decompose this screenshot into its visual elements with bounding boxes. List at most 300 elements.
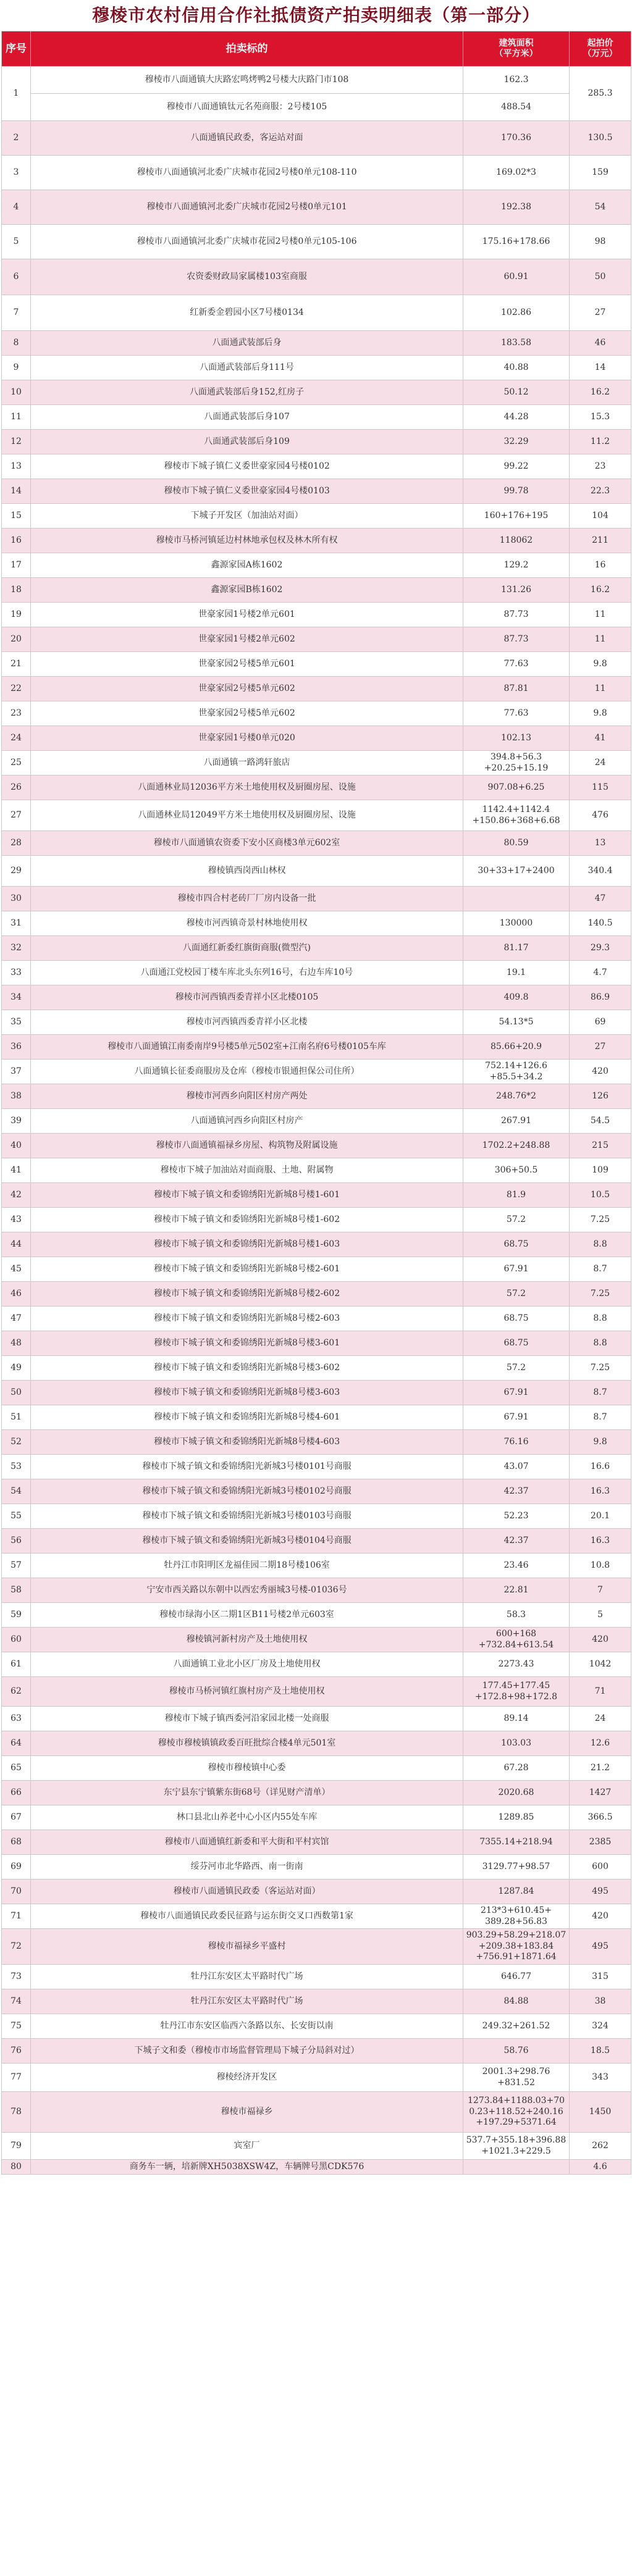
page-title: 穆棱市农村信用合作社抵债资产拍卖明细表（第一部分） [91, 5, 540, 25]
row-area: 3129.77+98.57 [463, 1855, 570, 1880]
row-no: 70 [2, 1880, 31, 1904]
row-area: 81.9 [463, 1183, 570, 1208]
row-subject: 世豪家园2号楼5单元602 [31, 701, 463, 726]
row-price: 18.5 [570, 2039, 631, 2064]
row-subject: 穆棱市下城子镇仁义委世豪家园4号楼0103 [31, 479, 463, 504]
row-subject: 宁安市西关路以东朝中以西宏秀丽城3号楼-01036号 [31, 1578, 463, 1603]
table-row [2, 985, 631, 1010]
row-no: 35 [2, 1010, 31, 1035]
row-area [463, 887, 570, 911]
row-no: 53 [2, 1455, 31, 1479]
row-area: 118062 [463, 529, 570, 553]
row-price: 9.8 [570, 1430, 631, 1455]
row-no: 41 [2, 1158, 31, 1183]
row-price: 8.7 [570, 1381, 631, 1405]
row-no: 63 [2, 1707, 31, 1731]
row-area [463, 2160, 570, 2175]
row-price: 11 [570, 677, 631, 701]
row-no: 4 [2, 190, 31, 225]
row-subject: 绥芬河市北华路西、南一街南 [31, 1855, 463, 1880]
table-row [2, 726, 631, 751]
row-area: 129.2 [463, 553, 570, 578]
row-area: 1287.84 [463, 1880, 570, 1904]
row-no: 76 [2, 2039, 31, 2064]
row-subject: 穆棱市下城子镇文和委锦绣阳光新城8号楼3-601 [31, 1331, 463, 1356]
row-no: 51 [2, 1405, 31, 1430]
table-row [2, 190, 631, 225]
row-area: 68.75 [463, 1331, 570, 1356]
row-no: 28 [2, 831, 31, 856]
table-row [2, 529, 631, 553]
row-no: 24 [2, 726, 31, 751]
row-area: 2273.43 [463, 1652, 570, 1677]
row-no: 39 [2, 1109, 31, 1134]
table-row [2, 1880, 631, 1904]
row-price: 38 [570, 1989, 631, 2014]
row-no: 8 [2, 331, 31, 356]
header-area [463, 31, 570, 67]
row-no: 42 [2, 1183, 31, 1208]
row-price: 16.2 [570, 380, 631, 405]
row-subject: 穆棱市下城子镇文和委锦绣阳光新城8号楼4-603 [31, 1430, 463, 1455]
row-subject: 八面通武装部后身152,红房子 [31, 380, 463, 405]
row-no: 50 [2, 1381, 31, 1405]
row-area: 192.38 [463, 190, 570, 225]
table-row [2, 1257, 631, 1282]
row-subject: 八面通江党校园丁楼车库北头东列16号，右边车库10号 [31, 961, 463, 985]
table-row [2, 856, 631, 887]
row-subject: 穆棱市下城子镇文和委锦绣阳光新城8号楼2-601 [31, 1257, 463, 1282]
table-row [2, 94, 631, 121]
header-row [2, 31, 631, 67]
row-price: 14 [570, 356, 631, 380]
row-no: 40 [2, 1134, 31, 1158]
row-subject: 穆棱市八面通镇福禄乡房屋、构筑物及附属设施 [31, 1134, 463, 1158]
table-row [2, 1455, 631, 1479]
table-row [2, 504, 631, 529]
table-row [2, 1677, 631, 1707]
row-no: 61 [2, 1652, 31, 1677]
row-price: 7.25 [570, 1208, 631, 1232]
row-no: 49 [2, 1356, 31, 1381]
table-row [2, 1307, 631, 1331]
row-subject: 下城子开发区（加油站对面） [31, 504, 463, 529]
table-row [2, 1707, 631, 1731]
row-subject: 穆棱市河西镇西委青祥小区北楼 [31, 1010, 463, 1035]
row-subject: 穆棱市下城子镇文和委锦绣阳光新城8号楼1-602 [31, 1208, 463, 1232]
row-price: 10.5 [570, 1183, 631, 1208]
row-subject: 商务车一辆，培新牌XH5038XSW4Z，车辆牌号黑CDK576 [31, 2160, 463, 2175]
row-no: 52 [2, 1430, 31, 1455]
row-no: 15 [2, 504, 31, 529]
row-no: 33 [2, 961, 31, 985]
row-subject: 红新委金碧园小区7号楼0134 [31, 295, 463, 331]
row-no: 60 [2, 1628, 31, 1652]
row-area: 2001.3+298.76 +831.52 [463, 2064, 570, 2092]
row-no: 67 [2, 1805, 31, 1830]
row-price: 7 [570, 1578, 631, 1603]
header-area-line2: （平方米） [494, 49, 538, 59]
row-no: 27 [2, 800, 31, 831]
row-area: 306+50.5 [463, 1158, 570, 1183]
row-no: 55 [2, 1504, 31, 1529]
table-row [2, 1578, 631, 1603]
table-row [2, 1060, 631, 1084]
row-price: 98 [570, 225, 631, 259]
row-price: 104 [570, 504, 631, 529]
row-no: 26 [2, 776, 31, 800]
row-area: 170.36 [463, 121, 570, 156]
table-row [2, 1504, 631, 1529]
row-subject: 穆棱市马桥河镇红旗村房产及土地使用权 [31, 1677, 463, 1707]
table-row [2, 911, 631, 936]
row-subject: 穆棱市下城子镇文和委锦绣阳光新城8号楼2-603 [31, 1307, 463, 1331]
row-subject: 穆棱市八面通镇江南委南岸9号楼5单元502室+江南名府6号楼0105车库 [31, 1035, 463, 1060]
row-no: 5 [2, 225, 31, 259]
row-price: 340.4 [570, 856, 631, 887]
row-subject: 穆棱市下城子镇文和委锦绣阳光新城3号楼0101号商服 [31, 1455, 463, 1479]
row-price: 8.7 [570, 1257, 631, 1282]
row-price: 4.6 [570, 2160, 631, 2175]
row-price: 5 [570, 1603, 631, 1628]
row-subject: 穆棱市八面通镇钛元名苑商服：2号楼105 [31, 94, 463, 121]
row-area: 19.1 [463, 961, 570, 985]
row-price: 600 [570, 1855, 631, 1880]
table-row [2, 2014, 631, 2039]
row-subject: 世豪家园2号楼5单元602 [31, 677, 463, 701]
row-subject: 农资委财政局家属楼103室商服 [31, 259, 463, 295]
row-no: 6 [2, 259, 31, 295]
row-area: 177.45+177.45 +172.8+98+172.8 [463, 1677, 570, 1707]
table-body [2, 67, 631, 2175]
row-subject: 穆棱市穆棱镇中心委 [31, 1756, 463, 1781]
row-price: 11.2 [570, 430, 631, 454]
table-row [2, 331, 631, 356]
row-subject: 牡丹江东安区太平路时代广场 [31, 1989, 463, 2014]
row-subject: 八面通镇河西乡向阳区村房产 [31, 1109, 463, 1134]
row-area: 1273.84+1188.03+70 0.23+118.52+240.16 +197.29+5371.64 [463, 2092, 570, 2133]
row-price: 24 [570, 751, 631, 776]
table-row [2, 1479, 631, 1504]
row-area: 67.91 [463, 1405, 570, 1430]
row-price: 420 [570, 1628, 631, 1652]
row-subject: 穆棱市福禄乡平盛村 [31, 1929, 463, 1965]
table-row [2, 1965, 631, 1989]
row-no: 80 [2, 2160, 31, 2175]
row-price: 24 [570, 1707, 631, 1731]
row-price: 16 [570, 553, 631, 578]
row-no: 9 [2, 356, 31, 380]
table-row [2, 553, 631, 578]
row-area: 81.17 [463, 936, 570, 961]
row-subject: 穆棱市河西镇奇景村林地使用权 [31, 911, 463, 936]
row-no: 65 [2, 1756, 31, 1781]
table-row [2, 1989, 631, 2014]
row-no: 13 [2, 454, 31, 479]
row-no: 11 [2, 405, 31, 430]
row-price: 366.5 [570, 1805, 631, 1830]
row-price: 86.9 [570, 985, 631, 1010]
table-row [2, 800, 631, 831]
row-price: 23 [570, 454, 631, 479]
row-subject: 世豪家园2号楼5单元601 [31, 652, 463, 677]
row-area: 89.14 [463, 1707, 570, 1731]
row-price: 140.5 [570, 911, 631, 936]
row-area: 752.14+126.6 +85.5+34.2 [463, 1060, 570, 1084]
table-row [2, 479, 631, 504]
table-row [2, 356, 631, 380]
row-area: 40.88 [463, 356, 570, 380]
row-subject: 八面通林业局12036平方米土地使用权及厨圈房屋、设施 [31, 776, 463, 800]
row-price: 54 [570, 190, 631, 225]
row-no: 44 [2, 1232, 31, 1257]
row-area: 84.88 [463, 1989, 570, 2014]
row-no: 12 [2, 430, 31, 454]
row-price: 343 [570, 2064, 631, 2092]
row-price: 29.3 [570, 936, 631, 961]
row-no: 34 [2, 985, 31, 1010]
row-subject: 穆棱市八面通镇民政委民征路与运东街交叉口西数第1家 [31, 1904, 463, 1929]
row-price: 285.3 [570, 67, 631, 121]
row-no: 66 [2, 1781, 31, 1805]
row-area: 67.91 [463, 1257, 570, 1282]
table-row [2, 1554, 631, 1578]
row-area: 44.28 [463, 405, 570, 430]
row-no: 36 [2, 1035, 31, 1060]
table-row [2, 2039, 631, 2064]
table-row [2, 1134, 631, 1158]
row-price: 8.8 [570, 1331, 631, 1356]
row-area: 903.29+58.29+218.07 +209.38+183.84 +756.91+1871.64 [463, 1929, 570, 1965]
table-row [2, 1282, 631, 1307]
row-no: 45 [2, 1257, 31, 1282]
row-no: 68 [2, 1830, 31, 1855]
row-area: 50.12 [463, 380, 570, 405]
row-subject: 牡丹江市东安区临西六条路以东、长安街以南 [31, 2014, 463, 2039]
row-price: 41 [570, 726, 631, 751]
row-subject: 穆棱市下城子镇文和委锦绣阳光新城8号楼1-601 [31, 1183, 463, 1208]
row-area: 42.37 [463, 1529, 570, 1554]
row-subject: 牡丹江东安区太平路时代广场 [31, 1965, 463, 1989]
table-row [2, 1805, 631, 1830]
row-no: 14 [2, 479, 31, 504]
row-subject: 下城子文和委（穆棱市市场监督管理局下城子分局斜对过） [31, 2039, 463, 2064]
row-no: 19 [2, 603, 31, 627]
table-row [2, 1781, 631, 1805]
row-price: 8.8 [570, 1307, 631, 1331]
row-price: 324 [570, 2014, 631, 2039]
table-row [2, 1904, 631, 1929]
row-area: 130000 [463, 911, 570, 936]
row-area: 87.73 [463, 603, 570, 627]
row-area: 58.3 [463, 1603, 570, 1628]
row-price: 420 [570, 1060, 631, 1084]
table-row [2, 1035, 631, 1060]
row-subject: 八面通武装部后身111号 [31, 356, 463, 380]
row-price: 27 [570, 295, 631, 331]
table-row [2, 430, 631, 454]
row-price: 15.3 [570, 405, 631, 430]
row-no: 29 [2, 856, 31, 887]
row-subject: 八面通林业局12049平方米土地使用权及厨圈房屋、设施 [31, 800, 463, 831]
table-row [2, 1603, 631, 1628]
row-no: 75 [2, 2014, 31, 2039]
table-row [2, 652, 631, 677]
row-area: 1142.4+1142.4 +150.86+368+6.68 [463, 800, 570, 831]
row-price: 16.2 [570, 578, 631, 603]
table-row [2, 1830, 631, 1855]
row-no: 74 [2, 1989, 31, 2014]
row-area: 99.78 [463, 479, 570, 504]
row-price: 16.3 [570, 1529, 631, 1554]
row-area: 409.8 [463, 985, 570, 1010]
row-subject: 穆棱市八面通镇河北委广庆城市花园2号楼0单元108-110 [31, 156, 463, 190]
row-no: 64 [2, 1731, 31, 1756]
table-row [2, 831, 631, 856]
row-subject: 八面通镇一路鸿轩旅店 [31, 751, 463, 776]
table-row [2, 2133, 631, 2160]
row-area: 907.08+6.25 [463, 776, 570, 800]
row-no: 10 [2, 380, 31, 405]
row-price: 50 [570, 259, 631, 295]
row-price: 8.8 [570, 1232, 631, 1257]
row-no: 77 [2, 2064, 31, 2092]
row-subject: 穆棱市八面通镇河北委广庆城市花园2号楼0单元105-106 [31, 225, 463, 259]
row-price: 9.8 [570, 652, 631, 677]
row-price: 420 [570, 1904, 631, 1929]
row-subject: 穆棱经济开发区 [31, 2064, 463, 2092]
table-row [2, 1356, 631, 1381]
row-subject: 穆棱市八面通镇红新委和平大街和平村宾馆 [31, 1830, 463, 1855]
row-subject: 林口县北山养老中心小区内55处车库 [31, 1805, 463, 1830]
table-row [2, 2064, 631, 2092]
row-subject: 穆棱市四合村老砖厂厂房内设备一批 [31, 887, 463, 911]
row-no: 31 [2, 911, 31, 936]
row-area: 7355.14+218.94 [463, 1830, 570, 1855]
row-price: 9.8 [570, 701, 631, 726]
row-area: 87.73 [463, 627, 570, 652]
row-price: 54.5 [570, 1109, 631, 1134]
row-area: 52.23 [463, 1504, 570, 1529]
row-subject: 世豪家园1号楼0单元020 [31, 726, 463, 751]
row-area: 1702.2+248.88 [463, 1134, 570, 1158]
table-row [2, 1855, 631, 1880]
row-price: 315 [570, 1965, 631, 1989]
table-row [2, 1731, 631, 1756]
row-area: 60.91 [463, 259, 570, 295]
row-subject: 鑫源家园B栋1602 [31, 578, 463, 603]
row-price: 109 [570, 1158, 631, 1183]
row-price: 22.3 [570, 479, 631, 504]
row-area: 23.46 [463, 1554, 570, 1578]
row-area: 394.8+56.3 +20.25+15.19 [463, 751, 570, 776]
table-row [2, 2160, 631, 2175]
row-subject: 穆棱市八面通镇河北委广庆城市花园2号楼0单元101 [31, 190, 463, 225]
table-row [2, 156, 631, 190]
table-row [2, 1405, 631, 1430]
row-subject: 穆棱市八面通镇农资委下安小区商楼3单元602室 [31, 831, 463, 856]
row-price: 16.6 [570, 1455, 631, 1479]
row-price: 13 [570, 831, 631, 856]
row-price: 46 [570, 331, 631, 356]
row-area: 57.2 [463, 1208, 570, 1232]
row-no: 32 [2, 936, 31, 961]
row-no: 56 [2, 1529, 31, 1554]
row-price: 126 [570, 1084, 631, 1109]
table-row [2, 405, 631, 430]
row-area: 646.77 [463, 1965, 570, 1989]
row-no: 7 [2, 295, 31, 331]
row-area: 77.63 [463, 652, 570, 677]
row-subject: 八面通武装部后身107 [31, 405, 463, 430]
row-no: 25 [2, 751, 31, 776]
row-area: 57.2 [463, 1282, 570, 1307]
row-subject: 穆棱市八面通镇大庆路宏鸣烤鸭2号楼大庆路门市108 [31, 67, 463, 94]
row-area: 131.26 [463, 578, 570, 603]
table-row [2, 1430, 631, 1455]
row-subject: 穆棱市八面通镇民政委（客运站对面） [31, 1880, 463, 1904]
row-subject: 穆棱市下城子镇西委河沿家园北楼一处商服 [31, 1707, 463, 1731]
row-area: 2020.68 [463, 1781, 570, 1805]
row-no: 78 [2, 2092, 31, 2133]
table-row [2, 225, 631, 259]
table-row [2, 603, 631, 627]
table-row [2, 67, 631, 94]
row-price: 47 [570, 887, 631, 911]
header-no: 序号 [2, 31, 31, 67]
row-no: 46 [2, 1282, 31, 1307]
table-row [2, 1183, 631, 1208]
row-no: 62 [2, 1677, 31, 1707]
row-no: 21 [2, 652, 31, 677]
row-no: 59 [2, 1603, 31, 1628]
row-subject: 东宁县东宁镇紫东街68号（详见财产清单） [31, 1781, 463, 1805]
row-no: 57 [2, 1554, 31, 1578]
header-area-line1: 建筑面积 [499, 38, 534, 49]
row-price: 16.3 [570, 1479, 631, 1504]
row-area: 103.03 [463, 1731, 570, 1756]
row-no: 54 [2, 1479, 31, 1504]
row-no: 79 [2, 2133, 31, 2160]
row-no: 37 [2, 1060, 31, 1084]
row-price: 130.5 [570, 121, 631, 156]
row-subject: 穆棱市河西镇西委青祥小区北楼0105 [31, 985, 463, 1010]
row-price: 4.7 [570, 961, 631, 985]
row-subject: 穆棱市下城子镇文和委锦绣阳光新城8号楼4-601 [31, 1405, 463, 1430]
row-subject: 牡丹江市阳明区龙福佳园二期18号楼106室 [31, 1554, 463, 1578]
row-no: 43 [2, 1208, 31, 1232]
row-no: 20 [2, 627, 31, 652]
table-row [2, 701, 631, 726]
row-area: 162.3 [463, 67, 570, 94]
row-price: 20.1 [570, 1504, 631, 1529]
row-subject: 八面通镇民政委，客运站对面 [31, 121, 463, 156]
row-no: 48 [2, 1331, 31, 1356]
header-subject: 拍卖标的 [31, 31, 463, 67]
table-row [2, 1084, 631, 1109]
row-area: 32.29 [463, 430, 570, 454]
row-subject: 八面通镇长征委商服房及仓库（穆棱市银通担保公司住所） [31, 1060, 463, 1084]
table-row [2, 751, 631, 776]
row-price: 215 [570, 1134, 631, 1158]
table-row [2, 961, 631, 985]
auction-table [1, 31, 631, 2175]
row-area: 67.91 [463, 1381, 570, 1405]
row-subject: 八面通武装部后身109 [31, 430, 463, 454]
row-area: 248.76*2 [463, 1084, 570, 1109]
row-price: 7.25 [570, 1282, 631, 1307]
row-subject: 穆棱市下城子镇仁义委世豪家园4号楼0102 [31, 454, 463, 479]
